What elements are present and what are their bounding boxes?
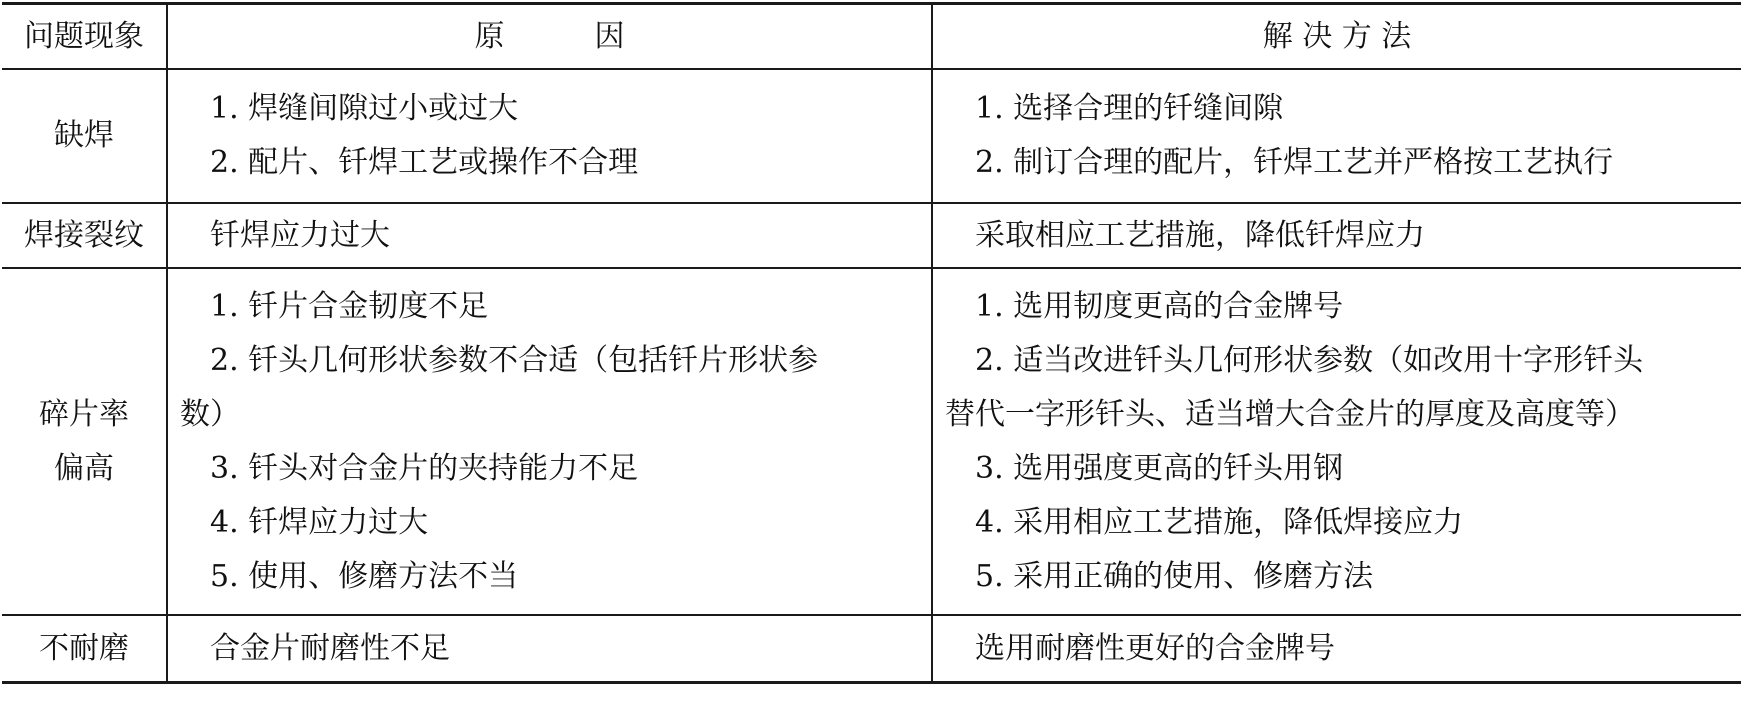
row-2-symptom-text: 焊接裂纹 <box>24 217 144 253</box>
solution-line: 1. 选择合理的钎缝间隙 <box>975 91 1284 126</box>
row-4-symptom-text: 不耐磨 <box>39 630 129 666</box>
header-cause-char-2: 因 <box>594 18 625 54</box>
cause-line: 5. 使用、修磨方法不当 <box>210 558 519 594</box>
cause-line: 钎焊应力过大 <box>210 217 390 253</box>
cause-line-continuation: 数） <box>180 396 240 432</box>
row-2-solutions <box>933 204 1741 267</box>
cause-line: 1. 焊缝间隙过小或过大 <box>210 91 519 126</box>
header-symptom <box>2 5 166 68</box>
solution-line: 2. 制订合理的配片，钎焊工艺并严格按工艺执行 <box>975 145 1614 180</box>
solution-line: 采取相应工艺措施，降低钎焊应力 <box>975 217 1425 253</box>
row-3-causes <box>168 269 931 614</box>
header-solution <box>933 5 1741 68</box>
row-3-solutions <box>933 269 1741 614</box>
row-4-solutions <box>933 616 1741 681</box>
row-4-causes <box>168 616 931 681</box>
row-3-symptom-line-1: 碎片率 <box>39 396 129 432</box>
header-symptom-text: 问题现象 <box>24 18 144 54</box>
row-2-symptom <box>2 204 166 267</box>
header-solution-text: 解 决 方 法 <box>1262 18 1412 54</box>
row-1-symptom-text: 缺焊 <box>54 118 114 153</box>
solution-line: 2. 适当改进钎头几何形状参数（如改用十字形钎头 <box>975 342 1644 378</box>
row-1-solutions <box>933 70 1741 202</box>
row-3-symptom-line-2: 偏高 <box>54 450 114 486</box>
cause-line: 3. 钎头对合金片的夹持能力不足 <box>210 450 639 486</box>
row-2-causes <box>168 204 931 267</box>
bottom-rule <box>2 681 1741 684</box>
row-1-symptom <box>2 70 166 202</box>
cause-line: 合金片耐磨性不足 <box>210 630 450 666</box>
solution-line-continuation: 替代一字形钎头、适当增大合金片的厚度及高度等） <box>945 396 1635 432</box>
row-4-symptom <box>2 616 166 681</box>
cause-line: 4. 钎焊应力过大 <box>210 504 429 540</box>
solution-line: 5. 采用正确的使用、修磨方法 <box>975 558 1374 594</box>
cause-line: 2. 钎头几何形状参数不合适（包括钎片形状参 <box>210 342 819 378</box>
header-cause <box>168 5 931 68</box>
cause-line: 1. 钎片合金韧度不足 <box>210 288 489 324</box>
cause-line: 2. 配片、钎焊工艺或操作不合理 <box>210 145 639 180</box>
solution-line: 4. 采用相应工艺措施，降低焊接应力 <box>975 504 1464 540</box>
row-3-symptom <box>2 269 166 614</box>
solution-line: 选用耐磨性更好的合金牌号 <box>975 630 1335 666</box>
solution-line: 3. 选用强度更高的钎头用钢 <box>975 450 1344 486</box>
row-1-causes <box>168 70 931 202</box>
problem-table <box>2 2 1741 701</box>
solution-line: 1. 选用韧度更高的合金牌号 <box>975 288 1344 324</box>
header-cause-char-1: 原 <box>474 18 505 54</box>
